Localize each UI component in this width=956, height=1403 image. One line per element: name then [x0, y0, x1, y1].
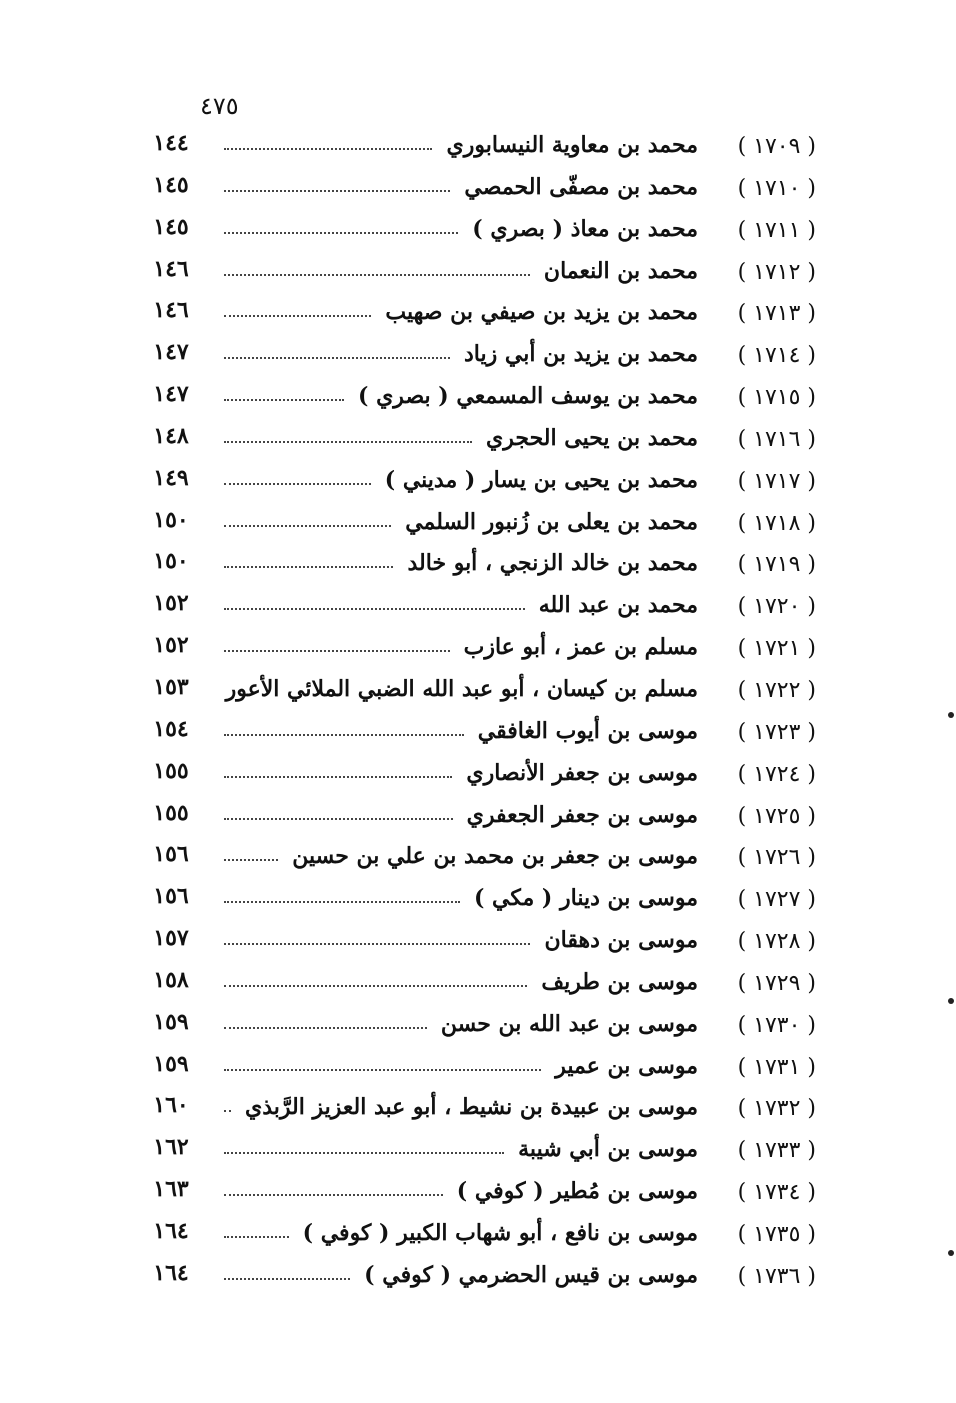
entry-name: محمد بن النعمان: [543, 257, 698, 284]
table-of-contents: [140, 128, 816, 1300]
entry-page: ١٦٢: [153, 1134, 189, 1161]
index-entry: [140, 1258, 816, 1300]
entry-name: محمد بن يزيد بن صيفي بن صهيب: [385, 299, 698, 326]
entry-name: موسى بن قيس الحضرمي ( كوفي ): [364, 1261, 698, 1288]
dot-leader: [224, 847, 278, 861]
dot-leader: [224, 1266, 350, 1280]
entry-name: محمد بن عبد الله: [538, 592, 698, 619]
entry-page: ١٤٧: [153, 381, 189, 408]
entry-number: ( ١٧١٤ ): [737, 343, 816, 369]
index-entry: [140, 170, 816, 212]
entry-name: محمد بن يوسف المسمعي ( بصري ): [358, 383, 698, 410]
entry-number: ( ١٧٢٥ ): [737, 803, 816, 829]
entry-number: ( ١٧٠٩ ): [737, 134, 816, 159]
entry-number: ( ١٧١٠ ): [737, 175, 816, 201]
entry-page: ١٥٩: [153, 1008, 189, 1035]
entry-name: مسلم بن كيسان ، أبو عبد الله الضبي الملائي الأعور: [225, 675, 698, 702]
entry-name: موسى بن طريف: [541, 968, 698, 995]
dot-leader: [224, 429, 472, 443]
index-entry: [140, 421, 816, 463]
dot-leader: [224, 1182, 443, 1196]
dot-leader: [224, 513, 391, 527]
entry-name: محمد بن يعلى بن زُنبور السلمي: [405, 508, 698, 535]
entry-name: موسى بن دهقان: [544, 927, 698, 954]
index-entry: [140, 798, 816, 840]
index-entry: [140, 923, 816, 965]
entry-page: ١٥٦: [153, 883, 189, 910]
entry-number: ( ١٧٢٣ ): [737, 719, 816, 745]
entry-name: مسلم بن عمز ، أبو عازب: [463, 634, 698, 661]
dot-leader: [224, 303, 371, 317]
dot-leader: [224, 596, 525, 610]
entry-name: موسى بن جعفر الأنصاري: [466, 759, 698, 786]
entry-page: ١٦٣: [153, 1176, 189, 1203]
index-entry: [140, 379, 816, 421]
index-entry: [140, 672, 816, 714]
index-entry: [140, 254, 816, 296]
entry-name: موسى بن جعفر بن محمد بن علي بن حسين: [292, 843, 698, 870]
dot-leader: [224, 973, 527, 987]
index-entry: [140, 881, 816, 923]
index-entry: [140, 1132, 816, 1174]
entry-page: ١٥٠: [153, 506, 189, 533]
entry-name: محمد بن يزيد بن أبي زياد: [463, 341, 698, 368]
dot-leader: [224, 136, 432, 150]
entry-number: ( ١٧٢٠ ): [737, 594, 816, 620]
entry-number: ( ١٧٢١ ): [737, 636, 816, 662]
entry-name: محمد بن خالد الزنجي ، أبو خالد: [407, 550, 698, 577]
entry-page: ١٤٩: [153, 464, 189, 491]
entry-number: ( ١٧١٦ ): [737, 426, 816, 452]
entry-number: ( ١٧٢٧ ): [737, 887, 816, 913]
dot-leader: [224, 889, 460, 903]
index-entry: [140, 588, 816, 630]
entry-page: ١٥٣: [153, 673, 189, 700]
dot-leader: [224, 178, 450, 192]
entry-name: محمد بن معاذ ( بصري ): [472, 215, 698, 242]
entry-page: ١٥٢: [153, 590, 189, 617]
dot-leader: [224, 1140, 504, 1154]
index-entry: [140, 1007, 816, 1049]
entry-page: ١٥٦: [153, 841, 189, 868]
index-entry: [140, 295, 816, 337]
entry-page: ١٥٩: [153, 1050, 189, 1077]
entry-number: ( ١٧٣٢ ): [737, 1096, 816, 1122]
dot-leader: [224, 764, 452, 778]
entry-page: ١٦٤: [153, 1217, 189, 1244]
entry-name: موسى بن نافع ، أبو شهاب الكبير ( كوفي ): [302, 1219, 698, 1246]
entry-page: ١٥٥: [153, 799, 189, 826]
entry-name: موسى بن أيوب الغافقي: [477, 717, 698, 744]
entry-number: ( ١٧١٥ ): [737, 385, 816, 411]
entry-page: ١٦٤: [153, 1259, 189, 1286]
entry-name: موسى بن عمير: [555, 1052, 698, 1079]
entry-name: موسى بن جعفر الجعفري: [466, 801, 698, 828]
entry-number: ( ١٧٣٣ ): [737, 1138, 816, 1164]
dot-leader: [224, 387, 344, 401]
margin-dot: [948, 712, 954, 718]
entry-number: ( ١٧١٣ ): [737, 301, 816, 327]
entry-number: ( ١٧٣١ ): [737, 1054, 816, 1080]
entry-page: ١٤٤: [153, 130, 189, 156]
entry-page: ١٤٧: [153, 339, 189, 366]
entry-name: موسى بن مُطير ( كوفي ): [456, 1178, 698, 1205]
dot-leader: [224, 1057, 541, 1071]
index-entry: [140, 630, 816, 672]
index-entry: [140, 1174, 816, 1216]
dot-leader: [224, 1224, 289, 1238]
entry-number: ( ١٧١٨ ): [737, 510, 816, 536]
entry-number: ( ١٧١٢ ): [737, 259, 816, 285]
dot-leader: [224, 1015, 427, 1029]
page-number: ٤٧٥: [200, 92, 239, 120]
entry-number: ( ١٧٢٦ ): [737, 845, 816, 871]
index-entry: [140, 546, 816, 588]
entry-page: ١٥٥: [153, 757, 189, 784]
entry-page: ١٦٠: [153, 1092, 189, 1119]
dot-leader: [224, 345, 450, 359]
dot-leader: [224, 806, 453, 820]
entry-number: ( ١٧٣٤ ): [737, 1180, 816, 1206]
entry-number: ( ١٧٣٥ ): [737, 1221, 816, 1247]
entry-number: ( ١٧١١ ): [737, 217, 816, 243]
index-entry: [140, 1049, 816, 1091]
entry-page: ١٥٨: [153, 966, 189, 993]
entry-page: ١٥٧: [153, 925, 189, 952]
index-entry: [140, 463, 816, 505]
entry-name: محمد بن يحيى الحجري: [486, 424, 698, 451]
entry-page: ١٥٢: [153, 632, 189, 659]
dot-leader: [224, 1098, 231, 1112]
entry-page: ١٤٥: [153, 213, 189, 240]
entry-name: موسى بن عبد الله بن حسن: [440, 1010, 698, 1037]
entry-number: ( ١٧٢٢ ): [737, 677, 816, 703]
dot-leader: [224, 638, 450, 652]
entry-name: موسى بن دينار ( مكي ): [473, 885, 698, 912]
entry-page: ١٤٨: [153, 422, 189, 449]
index-entry: [140, 1216, 816, 1258]
entry-page: ١٥٤: [153, 715, 189, 742]
entry-name: محمد بن مصفّى الحمصي: [464, 173, 698, 200]
dot-leader: [224, 554, 393, 568]
entry-number: ( ١٧١٩ ): [737, 552, 816, 578]
index-entry: [140, 337, 816, 379]
entry-page: ١٤٦: [153, 255, 189, 282]
margin-dot: [948, 998, 954, 1004]
entry-number: ( ١٧٢٤ ): [737, 761, 816, 787]
margin-dot: [948, 1250, 954, 1256]
entry-name: موسى بن أبي شيبة: [518, 1136, 698, 1163]
index-entry: [140, 839, 816, 881]
entry-name: موسى بن عبيدة بن نشيط ، أبو عبد العزيز الرَّبذي: [244, 1094, 698, 1121]
entry-name: محمد بن يحيى بن يسار ( مديني ): [384, 466, 698, 493]
index-entry: [140, 756, 816, 798]
index-entry: [140, 714, 816, 756]
entry-page: ١٤٥: [153, 171, 189, 198]
index-entry: [140, 505, 816, 547]
index-entry: [140, 1090, 816, 1132]
entry-number: ( ١٧٢٨ ): [737, 929, 816, 955]
index-entry: [140, 965, 816, 1007]
entry-page: ١٤٦: [153, 297, 189, 324]
entry-number: ( ١٧٢٩ ): [737, 970, 816, 996]
dot-leader: [224, 471, 371, 485]
dot-leader: [224, 722, 464, 736]
dot-leader: [224, 220, 458, 234]
entry-page: ١٥٠: [153, 548, 189, 575]
index-entry: [140, 128, 816, 170]
dot-leader: [224, 262, 530, 276]
index-entry: [140, 212, 816, 254]
dot-leader: [224, 931, 530, 945]
entry-number: ( ١٧٣٦ ): [737, 1263, 816, 1289]
entry-number: ( ١٧١٧ ): [737, 468, 816, 494]
entry-number: ( ١٧٣٠ ): [737, 1012, 816, 1038]
entry-name: محمد بن معاوية النيسابوري: [446, 132, 698, 158]
